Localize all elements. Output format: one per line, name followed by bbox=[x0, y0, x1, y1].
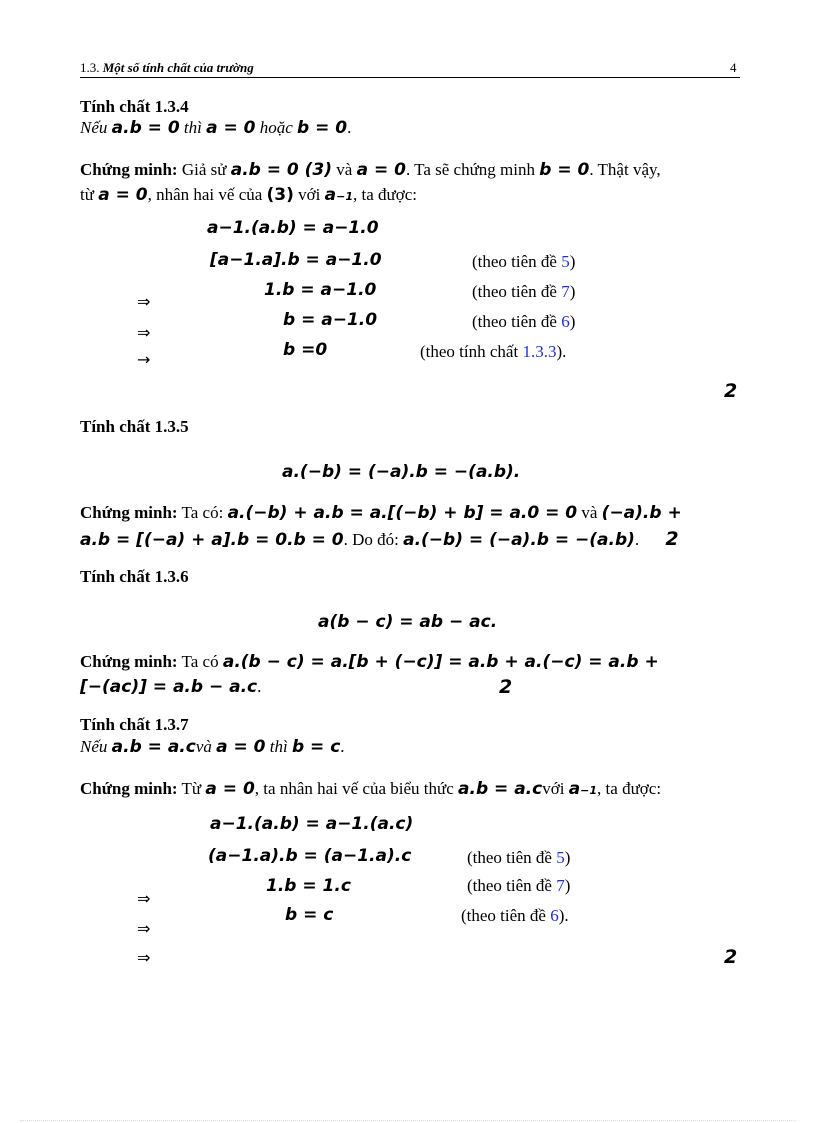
step-137-4: b = c bbox=[285, 905, 334, 925]
property-137-title: Tính chất 1.3.7 bbox=[80, 715, 189, 734]
axiom-link-5[interactable]: 5 bbox=[556, 848, 565, 867]
reason-134-5: (theo tính chất 1.3.3). bbox=[420, 342, 567, 361]
running-header bbox=[80, 60, 254, 76]
implies-icon: ⇒ bbox=[137, 919, 151, 938]
step-134-1: a−1.(a.b) = a−1.0 bbox=[207, 218, 379, 238]
property-136-formula: a(b − c) = ab − ac. bbox=[318, 612, 498, 632]
page-number: 4 bbox=[730, 60, 737, 75]
implies-icon: ⇒ bbox=[137, 292, 151, 311]
qed-mark: 2 bbox=[724, 946, 738, 968]
reason-137-2: (theo tiên đề 5) bbox=[467, 848, 571, 867]
header-section: 1.3. bbox=[80, 60, 100, 75]
reason-137-4: (theo tiên đề 6). bbox=[461, 906, 569, 925]
property-136-proof-line1: Chứng minh: Ta có a.(b − c) = a.[b + (−c)] = a.b + a.(−c) = a.b + bbox=[80, 652, 659, 672]
qed-mark: 2 bbox=[724, 380, 738, 402]
property-136-title: Tính chất 1.3.6 bbox=[80, 567, 189, 586]
property-134-statement: Nếu a.b = 0 thì a = 0 hoặc b = 0. bbox=[80, 118, 352, 138]
step-134-5: b =0 bbox=[283, 340, 328, 360]
step-137-1: a−1.(a.b) = a−1.(a.c) bbox=[210, 814, 414, 834]
property-135-proof-line2: a.b = [(−a) + a].b = 0.b = 0. Do đó: a.(−b) = (−a).b = −(a.b). 2 bbox=[80, 528, 679, 550]
right-arrow-icon: → bbox=[137, 350, 151, 369]
step-137-3: 1.b = 1.c bbox=[266, 876, 351, 896]
proof-label: Chứng minh: bbox=[80, 160, 178, 179]
step-134-4: b = a−1.0 bbox=[283, 310, 378, 330]
property-137-statement: Nếu a.b = a.cvà a = 0 thì b = c. bbox=[80, 737, 345, 757]
header-rule bbox=[80, 77, 740, 78]
proof-label: Chứng minh: bbox=[80, 652, 178, 671]
axiom-link-7[interactable]: 7 bbox=[556, 876, 565, 895]
reason-137-3: (theo tiên đề 7) bbox=[467, 876, 571, 895]
property-135-formula: a.(−b) = (−a).b = −(a.b). bbox=[282, 462, 521, 482]
proof-label: Chứng minh: bbox=[80, 779, 178, 798]
implies-icon: ⇒ bbox=[137, 323, 151, 342]
reason-134-2: (theo tiên đề 5) bbox=[472, 252, 576, 271]
axiom-link-5[interactable]: 5 bbox=[561, 252, 570, 271]
qed-mark: 2 bbox=[665, 528, 679, 550]
reason-134-4: (theo tiên đề 6) bbox=[472, 312, 576, 331]
implies-icon: ⇒ bbox=[137, 889, 151, 908]
header-title: Một số tính chất của trường bbox=[102, 60, 254, 75]
property-136-proof-line2: [−(ac)] = a.b − a.c. bbox=[80, 677, 262, 697]
property-134-proof-line1: Chứng minh: Giả sử a.b = 0 (3) và a = 0. Ta sẽ chứng minh b = 0. Thật vậy, bbox=[80, 160, 661, 180]
axiom-link-7[interactable]: 7 bbox=[561, 282, 570, 301]
property-link-133[interactable]: 1.3.3 bbox=[522, 342, 557, 361]
step-137-2: (a−1.a).b = (a−1.a).c bbox=[208, 846, 412, 866]
implies-icon: ⇒ bbox=[137, 948, 151, 967]
step-134-3: 1.b = a−1.0 bbox=[264, 280, 377, 300]
reason-134-3: (theo tiên đề 7) bbox=[472, 282, 576, 301]
axiom-link-6[interactable]: 6 bbox=[561, 312, 570, 331]
property-137-proof-line1: Chứng minh: Từ a = 0, ta nhân hai vế của biểu thức a.b = a.cvới a−1, ta được: bbox=[80, 779, 662, 799]
page-bottom-border bbox=[20, 1120, 796, 1121]
property-134-title: Tính chất 1.3.4 bbox=[80, 97, 189, 116]
axiom-link-6[interactable]: 6 bbox=[550, 906, 559, 925]
qed-mark: 2 bbox=[499, 676, 513, 698]
property-135-proof-line1: Chứng minh: Ta có: a.(−b) + a.b = a.[(−b) + b] = a.0 = 0 và (−a).b + bbox=[80, 503, 682, 523]
proof-label: Chứng minh: bbox=[80, 503, 178, 522]
step-134-2: [a−1.a].b = a−1.0 bbox=[210, 250, 382, 270]
property-135-title: Tính chất 1.3.5 bbox=[80, 417, 189, 436]
property-134-proof-line2: từ a = 0, nhân hai vế của (3) với a−1, ta được: bbox=[80, 185, 417, 205]
